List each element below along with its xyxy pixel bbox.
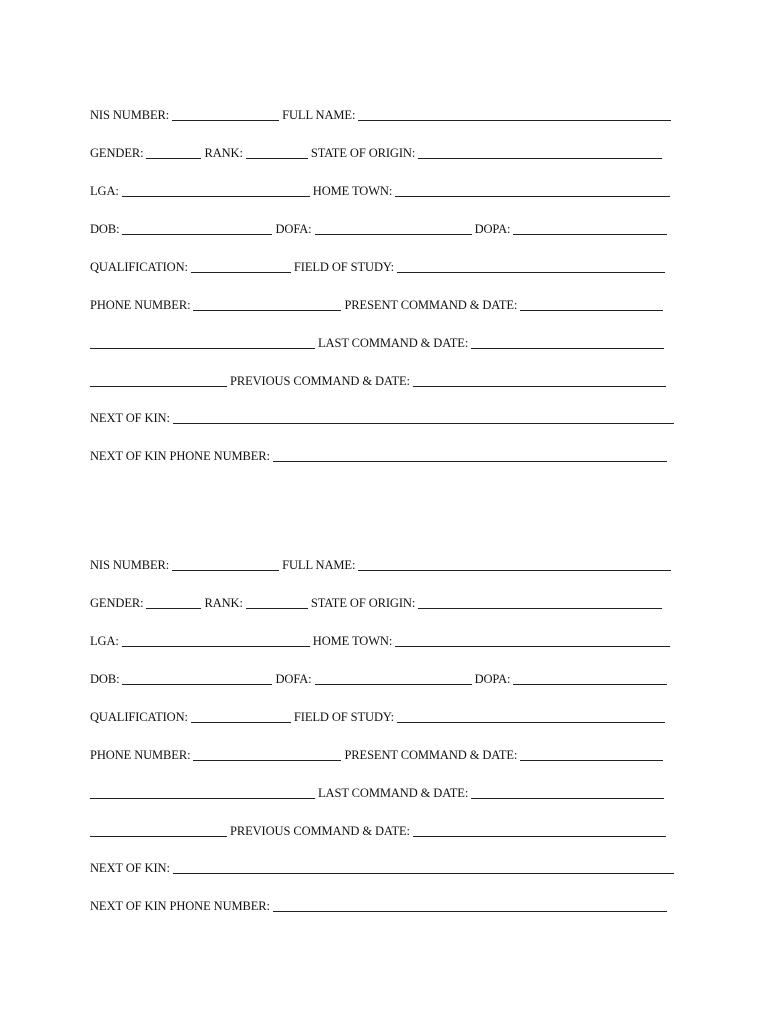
next-of-kin-blank[interactable] [173,422,674,424]
state-of-origin-label: STATE OF ORIGIN: [310,596,416,610]
present-command-blank[interactable] [520,309,663,311]
next-of-kin-phone-blank[interactable] [273,910,667,912]
rank-blank[interactable] [246,607,308,609]
state-of-origin-blank[interactable] [418,607,662,609]
present-command-continuation-blank[interactable] [90,797,315,799]
lga-label: LGA: [90,634,119,648]
row-previous-command [90,369,666,389]
next-of-kin-phone-blank[interactable] [273,460,667,462]
previous-command-label: PREVIOUS COMMAND & DATE: [230,824,410,838]
full-name-label: FULL NAME: [282,108,356,122]
row-phone-present-command [90,743,663,763]
field-of-study-blank[interactable] [397,271,665,273]
row-nis-fullname [90,553,671,573]
last-command-continuation-blank[interactable] [90,385,227,387]
nis-number-label: NIS NUMBER: [90,558,170,572]
row-dob-dofa-dopa [90,217,667,237]
qualification-blank[interactable] [191,271,291,273]
lga-blank[interactable] [122,645,310,647]
row-dob-dofa-dopa [90,667,667,687]
row-gender-rank-state [90,591,662,611]
row-gender-rank-state [90,141,662,161]
field-of-study-label: FIELD OF STUDY: [293,710,395,724]
phone-number-label: PHONE NUMBER: [90,298,191,312]
row-qualification-field [90,705,665,725]
lga-label: LGA: [90,184,119,198]
present-command-blank[interactable] [520,759,663,761]
dob-label: DOB: [90,672,120,686]
lga-blank[interactable] [122,195,310,197]
previous-command-blank[interactable] [413,835,666,837]
next-of-kin-phone-label: NEXT OF KIN PHONE NUMBER: [90,449,270,463]
nis-number-blank[interactable] [172,569,279,571]
dopa-blank[interactable] [513,233,667,235]
phone-number-label: PHONE NUMBER: [90,748,191,762]
row-last-command [90,781,664,801]
dofa-blank[interactable] [315,233,472,235]
home-town-label: HOME TOWN: [312,634,393,648]
row-next-of-kin [90,856,674,876]
dofa-label: DOFA: [275,222,312,236]
home-town-blank[interactable] [395,645,670,647]
next-of-kin-label: NEXT OF KIN: [90,411,170,425]
row-next-of-kin-phone [90,894,667,914]
row-lga-hometown [90,629,670,649]
full-name-blank[interactable] [358,119,671,121]
next-of-kin-phone-label: NEXT OF KIN PHONE NUMBER: [90,899,270,913]
home-town-label: HOME TOWN: [312,184,393,198]
dofa-label: DOFA: [275,672,312,686]
gender-blank[interactable] [146,607,201,609]
gender-label: GENDER: [90,596,144,610]
qualification-blank[interactable] [191,721,291,723]
rank-label: RANK: [204,146,243,160]
previous-command-blank[interactable] [413,385,666,387]
last-command-blank[interactable] [471,797,664,799]
row-previous-command [90,819,666,839]
state-of-origin-blank[interactable] [418,157,662,159]
full-name-blank[interactable] [358,569,671,571]
nis-number-blank[interactable] [172,119,279,121]
next-of-kin-blank[interactable] [173,872,674,874]
row-lga-hometown [90,179,670,199]
present-command-label: PRESENT COMMAND & DATE: [344,298,518,312]
dob-label: DOB: [90,222,120,236]
dopa-blank[interactable] [513,683,667,685]
present-command-label: PRESENT COMMAND & DATE: [344,748,518,762]
phone-number-blank[interactable] [193,309,341,311]
full-name-label: FULL NAME: [282,558,356,572]
row-phone-present-command [90,293,663,313]
dob-blank[interactable] [122,683,272,685]
home-town-blank[interactable] [395,195,670,197]
field-of-study-label: FIELD OF STUDY: [293,260,395,274]
last-command-label: LAST COMMAND & DATE: [318,786,469,800]
last-command-label: LAST COMMAND & DATE: [318,336,469,350]
rank-label: RANK: [204,596,243,610]
gender-label: GENDER: [90,146,144,160]
row-next-of-kin-phone [90,444,667,464]
last-command-continuation-blank[interactable] [90,835,227,837]
dob-blank[interactable] [122,233,272,235]
phone-number-blank[interactable] [193,759,341,761]
dopa-label: DOPA: [474,222,511,236]
rank-blank[interactable] [246,157,308,159]
dopa-label: DOPA: [474,672,511,686]
state-of-origin-label: STATE OF ORIGIN: [310,146,416,160]
qualification-label: QUALIFICATION: [90,710,188,724]
present-command-continuation-blank[interactable] [90,347,315,349]
dofa-blank[interactable] [315,683,472,685]
qualification-label: QUALIFICATION: [90,260,188,274]
row-qualification-field [90,255,665,275]
row-next-of-kin [90,406,674,426]
next-of-kin-label: NEXT OF KIN: [90,861,170,875]
field-of-study-blank[interactable] [397,721,665,723]
last-command-blank[interactable] [471,347,664,349]
row-last-command [90,331,664,351]
previous-command-label: PREVIOUS COMMAND & DATE: [230,374,410,388]
nis-number-label: NIS NUMBER: [90,108,170,122]
gender-blank[interactable] [146,157,201,159]
row-nis-fullname [90,103,671,123]
